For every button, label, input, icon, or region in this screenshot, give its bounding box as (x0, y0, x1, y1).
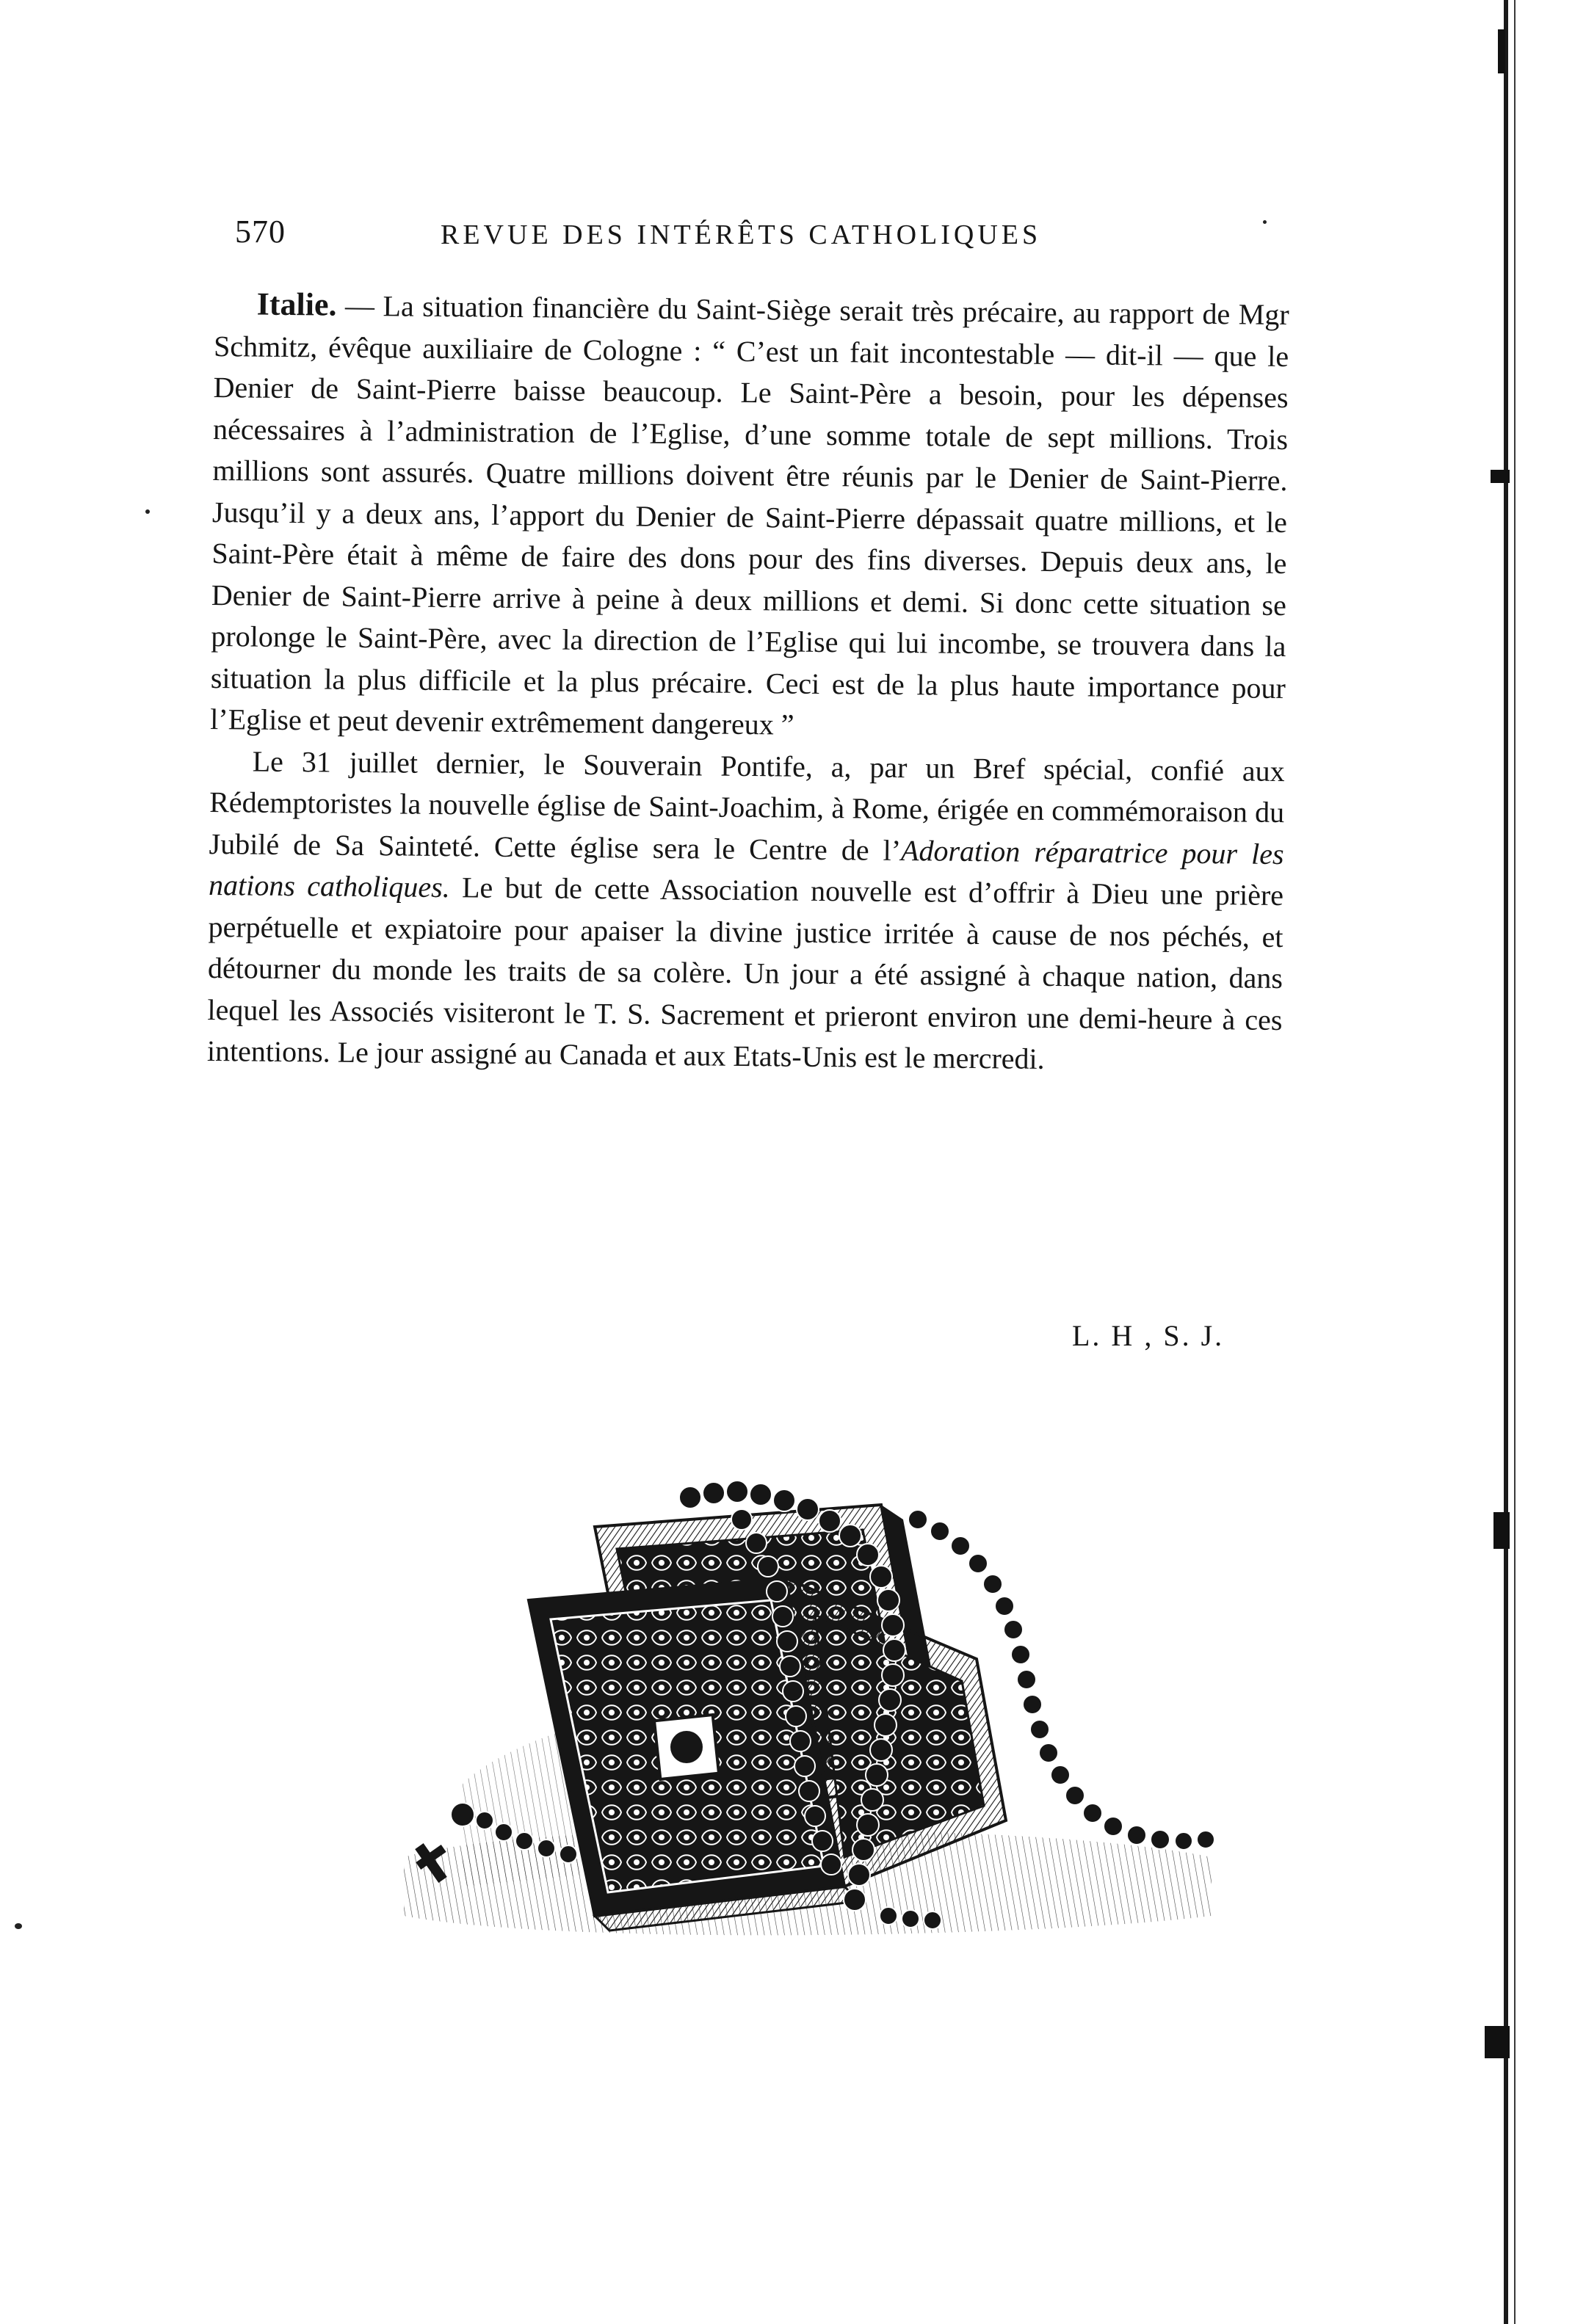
article-body (207, 283, 1289, 1083)
ink-speck (145, 509, 150, 514)
edge-mark (1493, 1512, 1510, 1549)
paragraph-adoration (207, 740, 1285, 1082)
paragraph-adoration-text-end: Le but de cette Association nouvelle est d’offrir à Dieu une prière perpétuelle et expiatoire pour apaiser la divine justice irritée à cause de nos péchés, et détourner du monde les traits de sa colère. Un jour a été assigné à chaque nation, dans lequel les Associés visiteront le T. S. Sacrement et prieront environ une demi-heure à ces intentions. Le jour assigné au Canada et aux Etats-Unis est le mercredi. (206, 871, 1284, 1075)
paragraph-adoration-text-start: Le 31 juillet dernier, le Souverain Pontife, a, par un Bref spécial, confié aux Rédemptoristes la nouvelle église de Saint-Joachim, à Rome, érigée en commémoraison du Jubilé de Sa Sainteté. Cette église sera le Centre de l’ (209, 744, 1285, 867)
author-signature: L. H , S. J. (1072, 1319, 1225, 1352)
running-title: REVUE DES INTÉRÊTS CATHOLIQUES (441, 219, 1042, 250)
edge-mark (1491, 470, 1510, 483)
paragraph-italie-text: — La situation financière du Saint-Siège serait très précaire, au rapport de Mgr Schmitz, évêque auxiliaire de Cologne : “ C’est un fait incontestable — dit-il — que le Denier de Saint-Pierre baisse beaucoup. Le Saint-Père a besoin, pour les dépenses nécessaires à l’administration de l’Eglise, d’une somme totale de sept millions. Trois millions sont assurés. Quatre millions doivent être réunis par le Denier de Saint-Pierre. Jusqu’il y a deux ans, l’apport du Denier de Saint-Pierre dépassait quatre millions, et le Saint-Père était à même de faire des dons pour des fins diverses. Depuis deux ans, le Denier de Saint-Pierre arrive à peine à deux millions et demi. Si donc cette situation se prolonge le Saint-Père, avec la direction de l’Eglise qui lui incombe, se trouvera dans la situation la plus difficile et la plus précaire. Ceci est de la plus haute importance pour l’Eglise et peut devenir extrêmement dangereux ” (210, 288, 1289, 741)
page-header (235, 213, 1285, 264)
edge-mark (1498, 29, 1505, 73)
prayer-book-rosary-engraving (374, 1475, 1241, 1945)
edge-mark (1485, 2026, 1510, 2058)
page-number: 570 (235, 214, 286, 250)
binding-edge (1504, 0, 1508, 2324)
section-lead-italie: Italie. (256, 286, 337, 323)
ink-speck (15, 1923, 22, 1929)
paragraph-italie (210, 283, 1289, 751)
binding-edge-line (1514, 0, 1516, 2324)
paragraph-adoration-italic: Adoration réparatrice pour les nations catholiques. (208, 833, 1284, 904)
